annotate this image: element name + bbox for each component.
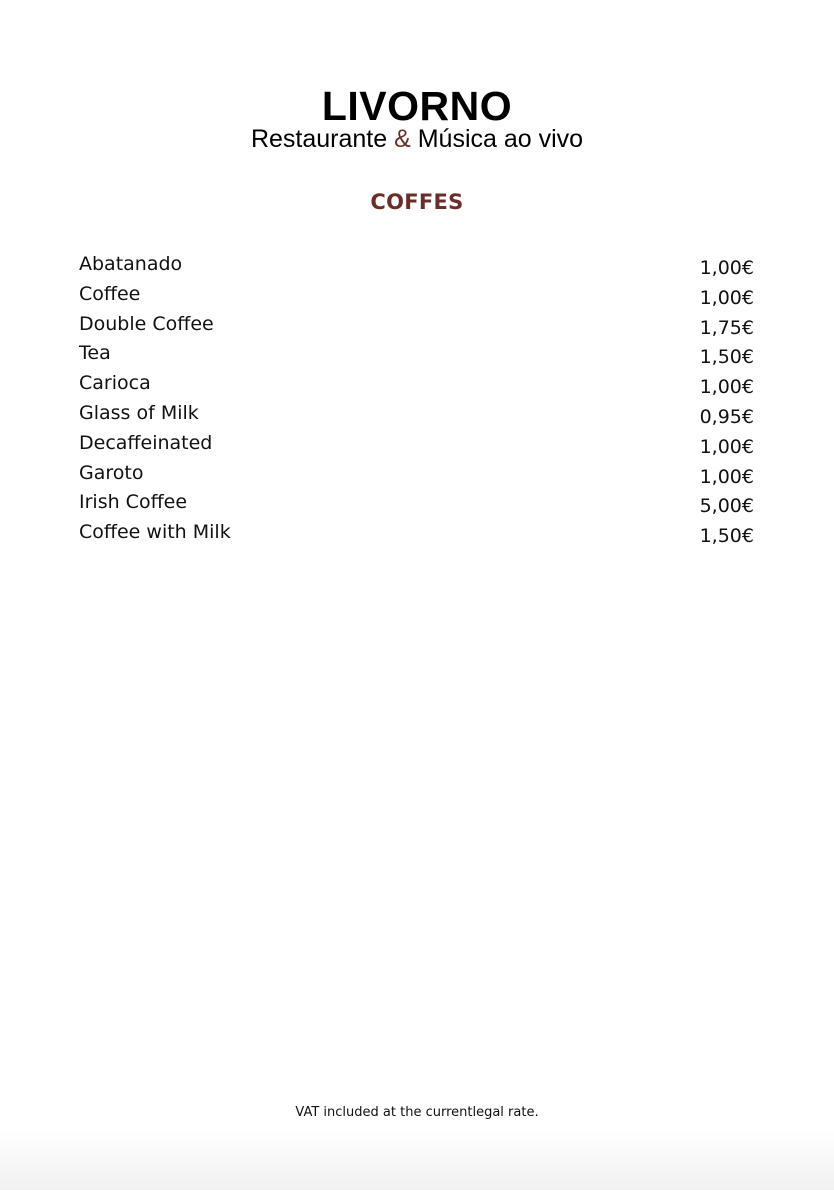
- item-name: Decaffeinated: [79, 431, 213, 454]
- item-price: 1,50€: [699, 346, 754, 369]
- item-name: Coffee: [79, 282, 141, 305]
- section-title: COFFES: [370, 190, 464, 214]
- menu-item-glass-of-milk: [79, 400, 754, 430]
- item-price: 5,00€: [699, 495, 754, 518]
- item-name: Abatanado: [79, 253, 183, 275]
- menu-item-abatanado: [79, 251, 754, 281]
- vat-note: VAT included at the currentlegal rate.: [295, 1105, 539, 1120]
- item-name: Carioca: [79, 372, 151, 395]
- item-price: 1,00€: [699, 286, 754, 309]
- item-price: 1,00€: [699, 376, 754, 399]
- item-name: Tea: [79, 342, 111, 365]
- item-name: Irish Coffee: [79, 491, 188, 514]
- tagline-part-1: Restaurante: [250, 125, 395, 153]
- menu-list: [79, 251, 754, 549]
- item-name: Double Coffee: [79, 312, 214, 335]
- menu-item-decaffeinated: [79, 430, 754, 460]
- menu-item-double-coffee: [79, 311, 754, 341]
- item-price: 0,95€: [699, 405, 754, 428]
- item-name: Coffee with Milk: [79, 521, 231, 544]
- menu-item-irish-coffee: [79, 489, 754, 519]
- menu-item-tea: [79, 340, 754, 370]
- item-name: Glass of Milk: [79, 401, 199, 424]
- item-price: 1,00€: [699, 435, 754, 458]
- menu-item-carioca: [79, 370, 754, 400]
- menu-item-coffee-with-milk: [79, 519, 754, 549]
- menu-item-coffee: [79, 281, 754, 311]
- item-price: 1,75€: [699, 316, 754, 339]
- item-price: 1,00€: [699, 257, 754, 279]
- tagline-part-2: Música ao vivo: [410, 125, 584, 153]
- tagline-ampersand: &: [394, 125, 411, 153]
- restaurant-tagline: [0, 124, 834, 154]
- restaurant-name: LIVORNO: [321, 83, 513, 129]
- item-price: 1,00€: [699, 465, 754, 488]
- item-price: 1,50€: [699, 525, 754, 548]
- item-name: Garoto: [79, 461, 144, 484]
- menu-item-garoto: [79, 460, 754, 490]
- page-bottom-shadow: [0, 1130, 834, 1190]
